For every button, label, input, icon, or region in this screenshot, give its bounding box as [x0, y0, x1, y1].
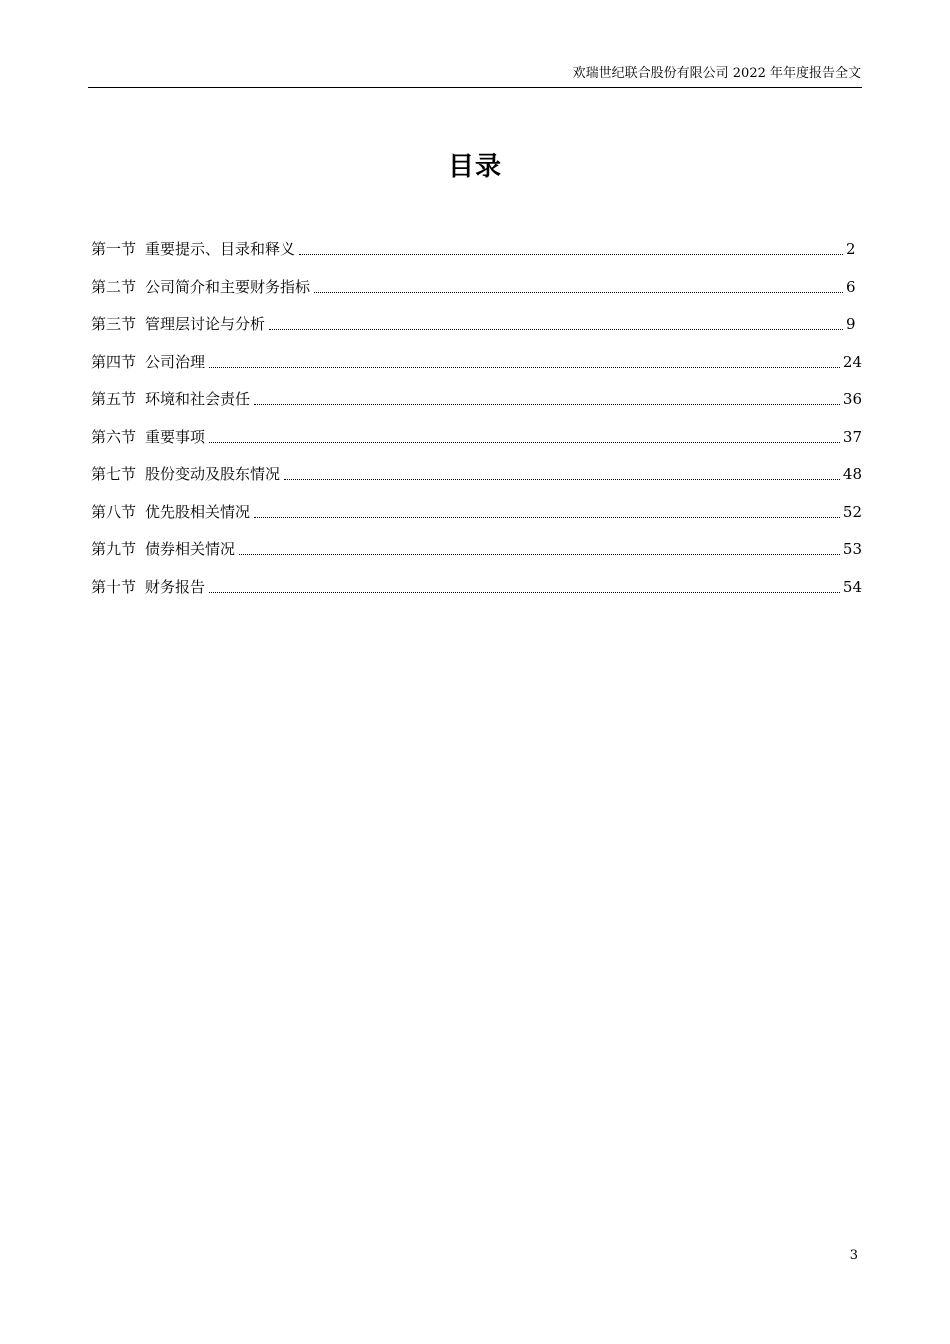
toc-section-title: 管理层讨论与分析 [145, 315, 266, 333]
toc-section-title: 优先股相关情况 [145, 502, 251, 521]
toc-section-number: 第十节 [91, 577, 137, 596]
header-rule [88, 87, 862, 88]
toc-section-number: 第七节 [91, 465, 137, 483]
toc-section-number: 第四节 [91, 352, 137, 371]
toc-section-title: 股份变动及股东情况 [145, 465, 281, 483]
toc-section-title: 公司治理 [145, 352, 206, 371]
toc-entry[interactable] [91, 314, 862, 352]
toc-dot-leader [209, 352, 840, 368]
toc-section-number: 第一节 [91, 240, 137, 258]
toc-section-title: 债券相关情况 [145, 540, 236, 558]
toc-entry[interactable] [91, 502, 862, 540]
toc-dot-leader [269, 314, 843, 330]
toc-page-number: 53 [842, 540, 862, 558]
toc-dot-leader [299, 239, 843, 255]
running-header: 欢瑞世纪联合股份有限公司 2022 年年度报告全文 [572, 66, 861, 81]
toc-page-number: 9 [846, 315, 856, 333]
toc-dot-leader [284, 464, 840, 480]
toc-section-title: 财务报告 [145, 577, 206, 596]
toc-section-title: 重要事项 [145, 427, 206, 446]
toc-entry[interactable] [91, 389, 862, 427]
page-number: 3 [849, 1248, 858, 1263]
table-of-contents [91, 239, 862, 614]
toc-page-number: 52 [842, 502, 862, 521]
toc-entry[interactable] [91, 464, 862, 502]
toc-page-number: 54 [842, 577, 862, 596]
toc-entry[interactable] [91, 239, 862, 277]
toc-dot-leader [209, 577, 840, 593]
toc-section-title: 公司简介和主要财务指标 [145, 277, 311, 296]
toc-page-number: 6 [846, 277, 856, 296]
toc-dot-leader [209, 427, 840, 443]
toc-page-number: 24 [842, 352, 862, 371]
toc-section-title: 重要提示、目录和释义 [145, 240, 296, 258]
toc-section-number: 第八节 [91, 502, 137, 521]
toc-entry[interactable] [91, 427, 862, 465]
page-title: 目录 [447, 152, 502, 183]
toc-page-number: 37 [842, 427, 862, 446]
toc-page-number: 2 [846, 240, 856, 258]
toc-dot-leader [314, 277, 843, 293]
toc-dot-leader [254, 389, 840, 405]
toc-entry[interactable] [91, 352, 862, 390]
toc-section-title: 环境和社会责任 [145, 390, 251, 408]
toc-entry[interactable] [91, 577, 862, 615]
toc-page-number: 48 [842, 465, 862, 483]
toc-section-number: 第二节 [91, 277, 137, 296]
toc-dot-leader [254, 502, 840, 518]
toc-entry[interactable] [91, 539, 862, 577]
toc-dot-leader [239, 539, 840, 555]
toc-section-number: 第五节 [91, 390, 137, 408]
toc-section-number: 第六节 [91, 427, 137, 446]
toc-section-number: 第三节 [91, 315, 137, 333]
toc-entry[interactable] [91, 277, 862, 315]
toc-section-number: 第九节 [91, 540, 137, 558]
toc-page-number: 36 [842, 390, 862, 408]
